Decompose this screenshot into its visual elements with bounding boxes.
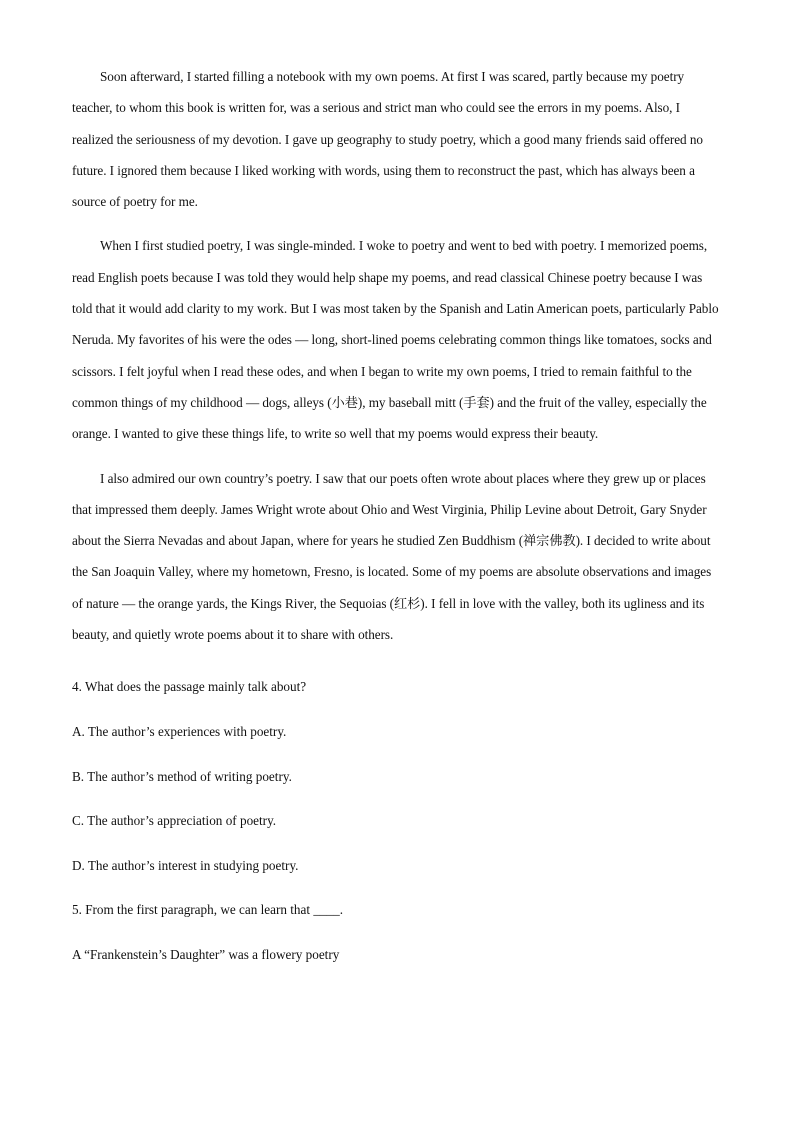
question-4-stem: 4. What does the passage mainly talk about? — [72, 679, 307, 695]
reading-passage — [72, 61, 722, 650]
question-4-option-a: A. The author’s experiences with poetry. — [72, 723, 287, 739]
passage-paragraph-2: When I first studied poetry, I was single-minded. I woke to poetry and went to bed with poetry. I memorized poems, read English poets because I was told they would help shape my poems, and read classical Chinese poetry because I was told that it would add clarity to my work. But I was most taken by the Spanish and Latin American poets, particularly Pablo Neruda. My favorites of his were the odes — long, short-lined poems celebrating common things like tomatoes, socks and scissors. I felt joyful when I read these odes, and when I began to write my own poems, I tried to remain faithful to the common things of my childhood — dogs, alleys (小巷), my baseball mitt (手套) and the fruit of the valley, especially the orange. I wanted to give these things life, to write so well that my poems would express their beauty. — [72, 238, 719, 442]
question-4-option-d: D. The author’s interest in studying poetry. — [72, 857, 299, 873]
passage-paragraph-1: Soon afterward, I started filling a notebook with my own poems. At first I was scared, partly because my poetry teacher, to whom this book is written for, was a serious and strict man who could see the errors in my poems. Also, I realized the seriousness of my devotion. I gave up geography to study poetry, which a good many friends said offered no future. I ignored them because I liked working with words, using them to reconstruct the past, which has always been a source of poetry for me. — [72, 69, 703, 210]
question-5-stem: 5. From the first paragraph, we can learn that ____. — [72, 902, 343, 918]
question-5-option-a: A “Frankenstein’s Daughter” was a flowery poetry — [72, 946, 340, 962]
question-section — [72, 674, 722, 968]
passage-paragraph-3: I also admired our own country’s poetry. I saw that our poets often wrote about places where they grew up or places that impressed them deeply. James Wright wrote about Ohio and West Virginia, Philip Levine about Detroit, Gary Snyder about the Sierra Nevadas and about Japan, where for years he studied Zen Buddhism (禅宗佛教). I decided to write about the San Joaquin Valley, where my hometown, Fresno, is located. Some of my poems are absolute observations and images of nature — the orange yards, the Kings River, the Sequoias (红杉). I fell in love with the valley, both its ugliness and its beauty, and quietly wrote poems about it to share with others. — [72, 470, 712, 643]
question-4-option-b: B. The author’s method of writing poetry. — [72, 768, 292, 784]
question-4-option-c: C. The author’s appreciation of poetry. — [72, 813, 277, 829]
